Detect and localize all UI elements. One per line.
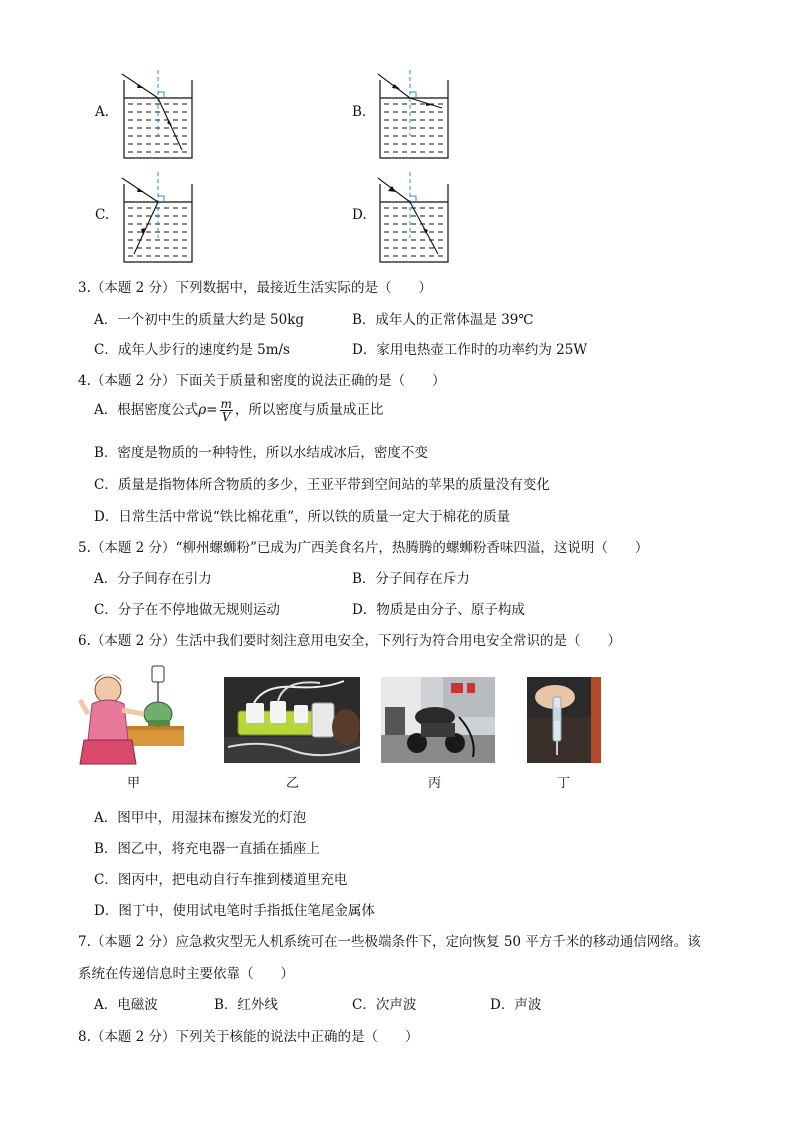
q6-option-c: C．图丙中，把电动自行车推到楼道里充电 bbox=[94, 872, 348, 888]
formula-numerator: m bbox=[220, 397, 232, 411]
q4-option-a bbox=[94, 398, 383, 423]
q5-stem: 5.（本题 2 分）“柳州螺蛳粉”已成为广西美食名片，热腾腾的螺蛳粉香味四溢，这说明（ ） bbox=[78, 540, 649, 556]
q6-option-d: D．图丁中，使用试电笔时手指抵住笔尾金属体 bbox=[94, 903, 375, 919]
caption-ding: 丁 bbox=[557, 776, 571, 791]
q3-option-c: C．成年人步行的速度约是 5m/s bbox=[94, 342, 290, 358]
photo-bing-ebike bbox=[381, 677, 495, 763]
formula-denominator: V bbox=[221, 410, 231, 424]
density-formula-fraction bbox=[220, 398, 233, 423]
refraction-diagram-b bbox=[374, 68, 454, 160]
refraction-diagram-c bbox=[118, 172, 198, 264]
option-c-label: C. bbox=[95, 207, 110, 223]
q6-stem: 6.（本题 2 分）生活中我们要时刻注意用电安全，下列行为符合用电安全常识的是（ ） bbox=[78, 633, 622, 649]
photo-yi-power-strip bbox=[224, 677, 360, 763]
q6-option-b: B．图乙中，将充电器一直插在插座上 bbox=[94, 841, 320, 857]
q7-option-b: B．红外线 bbox=[214, 997, 278, 1013]
q3-option-b: B．成年人的正常体温是 39℃ bbox=[352, 312, 534, 328]
q4-option-b: B．密度是物质的一种特性，所以水结成冰后，密度不变 bbox=[94, 445, 428, 461]
q7-stem-line1: 7.（本题 2 分）应急救灾型无人机系统可在一些极端条件下，定向恢复 50 平方千米的移动通信网络。该 bbox=[78, 934, 701, 950]
illustration-jia bbox=[78, 660, 186, 766]
q4-option-a-suffix: ，所以密度与质量成正比 bbox=[234, 402, 384, 418]
caption-bing: 丙 bbox=[428, 776, 442, 791]
q3-option-a: A．一个初中生的质量大约是 50kg bbox=[94, 312, 305, 328]
q4-option-a-prefix: A．根据密度公式 bbox=[94, 402, 199, 418]
q6-option-a: A．图甲中，用湿抹布擦发光的灯泡 bbox=[94, 810, 307, 826]
caption-yi: 乙 bbox=[286, 776, 300, 791]
refraction-diagram-a bbox=[118, 68, 198, 160]
refraction-diagram-d bbox=[374, 172, 454, 264]
q5-option-b: B．分子间存在斥力 bbox=[352, 571, 470, 587]
caption-jia: 甲 bbox=[127, 776, 141, 791]
q4-option-c: C．质量是指物体所含物质的多少，王亚平带到空间站的苹果的质量没有变化 bbox=[94, 477, 550, 493]
q3-stem: 3.（本题 2 分）下列数据中，最接近生活实际的是（ ） bbox=[78, 280, 433, 296]
q7-option-d: D．声波 bbox=[490, 997, 542, 1013]
q5-option-d: D．物质是由分子、原子构成 bbox=[352, 602, 525, 618]
q7-option-a: A．电磁波 bbox=[94, 997, 158, 1013]
photo-ding-test-pen bbox=[527, 677, 601, 763]
q7-option-c: C．次声波 bbox=[352, 997, 417, 1013]
q4-option-d: D．日常生活中常说“铁比棉花重”，所以铁的质量一定大于棉花的质量 bbox=[94, 509, 511, 525]
q3-option-d: D．家用电热壶工作时的功率约为 25W bbox=[352, 342, 588, 358]
q5-option-a: A．分子间存在引力 bbox=[94, 571, 212, 587]
q7-stem-line2: 系统在传递信息时主要依靠（ ） bbox=[78, 966, 294, 982]
option-a-label: A. bbox=[95, 104, 110, 120]
option-b-label: B. bbox=[352, 104, 367, 120]
q4-stem: 4.（本题 2 分）下面关于质量和密度的说法正确的是（ ） bbox=[78, 373, 446, 389]
density-formula-lhs: ρ= bbox=[198, 402, 218, 418]
q8-stem: 8.（本题 2 分）下列关于核能的说法中正确的是（ ） bbox=[78, 1029, 419, 1045]
option-d-label: D. bbox=[352, 207, 367, 223]
q5-option-c: C．分子在不停地做无规则运动 bbox=[94, 602, 280, 618]
